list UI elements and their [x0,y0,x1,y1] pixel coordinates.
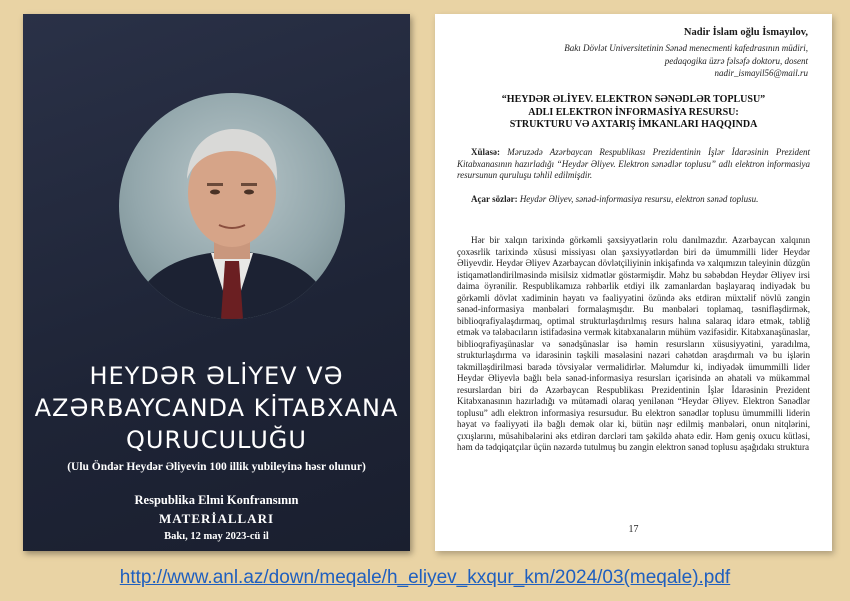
cover-dedication: (Ulu Öndər Heydər Əliyevin 100 illik yubileyinə həsr olunur) [67,461,366,473]
article-title-line-1: “HEYDƏR ƏLİYEV. ELEKTRON SƏNƏDLƏR TOPLUSU” [501,94,766,105]
article-title-line-2: ADLI ELEKTRON İNFORMASİYA RESURSU: [528,106,739,118]
author-affiliation [478,42,808,80]
book-cover [23,14,410,551]
cover-date: Bakı, 12 may 2023-cü il [164,531,269,542]
cover-title-line-3: QURUCULUĞU [126,426,307,454]
cover-title-line-2: AZƏRBAYCANDA KİTABXANA [34,394,399,422]
keywords [457,194,810,206]
affiliation-line-1: Bakı Dövlət Universitetinin Sənəd menecmenti kafedrasının müdiri, [564,43,808,53]
article-title-line-3: STRUKTURU VƏ AXTARIŞ İMKANLARI HAQQINDA [509,119,758,130]
abstract [457,147,810,182]
cover-materials: MATERİALLARI [158,511,275,526]
page-number: 17 [628,524,639,535]
keywords-text: Heydər Əliyev, sənəd-informasiya resursu, elektron sənəd toplusu. [519,194,759,204]
article-title [435,94,832,132]
portrait-photo [119,93,345,319]
article-body: Hər bir xalqın tarixində görkəmli şəxsiyyətlərin rolu danılmazdır. Azərbaycan xalqının çoxəsrlik tarixində xüsusi missiyası olan şəxsiyyətlərdən biri də ümummilli lider Heydər Əliyevdir. Heydər Əliyev Azərbaycan dövlətçiliyinin inkişafında və xalqımızın taleyinin düzgün istiqamətləndirilməsində misilsiz xidmətlər göstərmişdir. Məhz bu səbəbdən Heydər Əliyev irsi daima öyrənilir. Respublikamıza rəhbərlik etdiyi ilk zamanlardan başlayaraq indiyədək bu görkəmli dövlət xadiminin həyatı və fəaliyyətini özündə əks etdirən müxtəlif növlü zəngin sənəd-informasiya mənbələri formalaşmışdır. Bu mənbələri toplamaq, təsnifləşdirmək, biblioqrafiyalaşdırmaq, optimal strukturlaşdırılmış resurs halına salaraq idarə etmək, təbliğ etmək və tələbacıların istifadəsinə vermək kitabxanaların mühüm vəzifəsidir. Kitabxanaşünaslar, biblioqrafiyaşünaslar və sənədşünaslar isə həmin resursların xüsusiyyətini, yaradılma, strukturlaşdırma və idarəsinin təşkili məsələsini nəzəri cəhətdən araşdırmalı və bu işlərin təkmilləşdirilməsi barədə tövsiyələr verməlidirlər. Məlumdur ki, indiyədək ümummilli lider Heydər Əliyevlə bağlı belə sənəd-informasiya resursları içərisində ən əhatəli və mükəmməl resurslardan biri də Azərbaycan Respublikası Prezidentinin İşlər İdarəsinin Prezident Kitabxanasının hazırladığı və mütəmadi olaraq yenilənən “Heydər Əliyev. Elektron Sənədlər toplusu” adlı elektron informasiya resursudur. Bu elektron sənədlər toplusu ümummilli liderin həyat və fəaliyyəti ilə bağlı demək olar ki, bütün nəşr edilmiş mənbələri, onun nitqlərini, çıxışlarını, müsahibələrini əks etdirən dərcləri tam şəkildə əhatə edir. Həm geniş oxucu kütləsi, həm də tədqiqatçılar üçün nəzərdə tutulmuş bu zəngin elektron sənəd toplusu aşağıdakı struktura [457,235,810,452]
source-link[interactable]: http://www.anl.az/down/meqale/h_eliyev_kxqur_km/2024/03(meqale).pdf [119,567,731,588]
affiliation-line-2: pedaqogika üzrə fəlsəfə doktoru, dosent [664,55,808,66]
cover-title-line-1: HEYDƏR ƏLİYEV VƏ [89,362,344,390]
author-email: nadir_ismayil56@mail.ru [714,68,808,78]
author-name: Nadir İslam oğlu İsmayılov, [683,27,808,38]
abstract-label: Xülasə: [471,147,500,157]
keywords-label: Açar sözlər: [471,194,518,204]
abstract-text: Məruzədə Azərbaycan Respublikası Prezidentinin İşlər İdarəsinin Prezident Kitabxanasının hazırladığı “Heydər Əliyev. Elektron sənədlər toplusu” adlı elektron informasiya resursunun quruluşu təhlil edilmişdir. [457,147,810,180]
cover-conference: Respublika Elmi Konfransının [134,493,299,507]
article-page [435,14,832,551]
